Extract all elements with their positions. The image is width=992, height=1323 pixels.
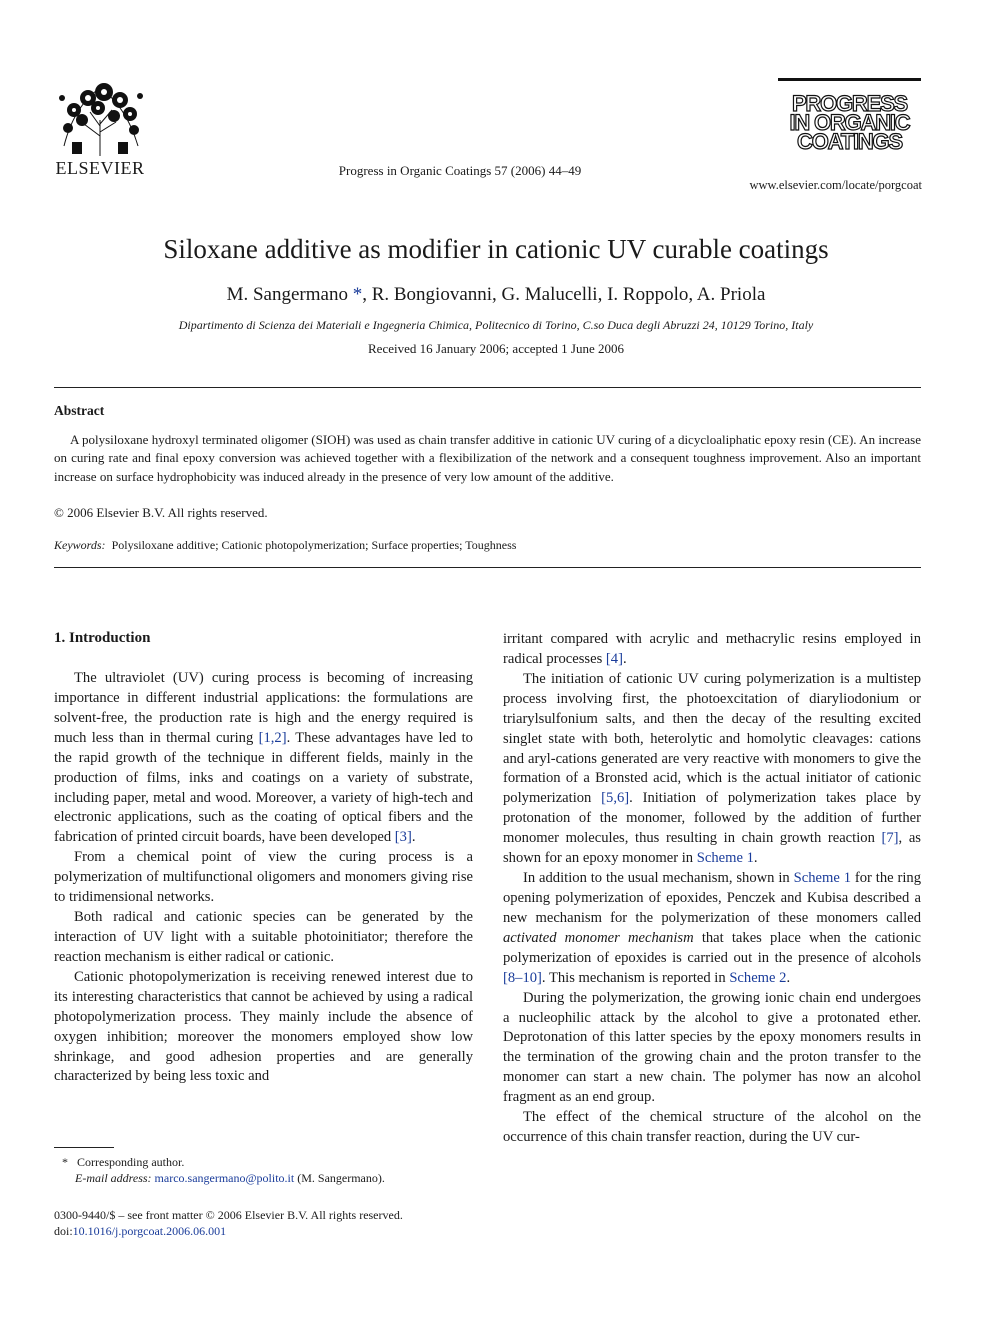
keywords [54,538,516,553]
journal-url[interactable]: www.elsevier.com/locate/porgcoat [749,178,922,192]
doi-link[interactable]: 10.1016/j.porgcoat.2006.06.001 [72,1224,227,1238]
divider [54,567,921,568]
affiliation: Dipartimento di Scienza dei Materiali e Ingegneria Chimica, Politecnico di Torino, C.so Duca degli Abruzzi 24, 10129 Torino, Italy [178,318,814,332]
author-list [40,284,952,306]
scheme-link[interactable]: Scheme 2 [729,969,787,986]
citation-link[interactable]: [4] [605,650,623,667]
keywords-list: Polysiloxane additive; Cationic photopolymerization; Surface properties; Toughness [111,538,517,552]
divider [54,387,921,388]
citation-link[interactable]: [7] [881,830,899,847]
paragraph: The initiation of cationic UV curing polymerization is a multistep process involving first, the photoexcitation of diaryliodonium or triarylsulfonium salts, and then the decay of the resulting excited singlet state with both, heterolytic and homolytic cleavages: cations and aryl-cations generated are very reactive with monomers to give the formation of a Bronsted acid, which is the actual initiator of cationic polymerization [5,6]. Initiation of polymerization takes place by protonation of the monomer, followed by the addition of further monomer molecules, thus resulting in chain growth reaction [7], as shown for an epoxy monomer in Scheme 1. [503,670,921,867]
email-link[interactable]: marco.sangermano@polito.it [154,1171,295,1185]
paragraph: The ultraviolet (UV) curing process is becoming of increasing importance in different industrial applications: the formulations are solvent-free, the production rate is high and the energy required is much less than in thermal curing [1,2]. These advantages have led to the rapid growth of the technique in different fields, mainly in the production of films, inks and coatings on a variety of substrate, including paper, metal and wood. Moreover, a variety of high-tech and electronic applications, such as the coating of optical fibers and the fabrication of printed circuit boards, have been developed [3]. [54,670,473,846]
issn-line: 0300-9440/$ – see front matter © 2006 Elsevier B.V. All rights reserved. [54,1208,403,1222]
body-column-right [503,630,921,1148]
paragraph: Cationic photopolymerization is receiving renewed interest due to its interesting characteristics that cannot be achieved by using a radical photopolymerization process. They mainly include the absence of oxygen inhibition; moreover the monomers employed show low shrinkage, and good adhesion properties and are generally characterized by being less toxic and [54,968,473,1085]
footnote-divider [54,1147,114,1148]
paragraph: Both radical and cationic species can be generated by the interaction of UV light with a suitable photoinitiator; therefore the reaction mechanism is either radical or cationic. [54,909,473,965]
journal-logo-line: COATINGS [797,129,902,154]
footnote-email: E-mail address: marco.sangermano@polito.it (M. Sangermano). [75,1171,385,1185]
abstract-text: A polysiloxane hydroxyl terminated oligomer (SIOH) was used as chain transfer additive in cationic UV curing of a dicycloaliphatic epoxy resin (CE). An increase on curing rate and final epoxy conversion was achieved together with a flexibilization of the network and a consequent toughness improvement. Also an important increase on surface hydrophobicity was induced already in the presence of very low amount of the additive. [54,432,921,484]
doi-line: doi:10.1016/j.porgcoat.2006.06.001 [54,1224,227,1238]
section-heading: 1. Introduction [54,630,151,646]
author-corresponding: M. Sangermano [226,284,348,305]
journal-reference: Progress in Organic Coatings 57 (2006) 44–49 [338,163,582,178]
paragraph: irritant compared with acrylic and methacrylic resins employed in radical processes [4]. [503,631,921,667]
footnote-corresponding: * Corresponding author. [62,1155,185,1169]
paragraph: During the polymerization, the growing ionic chain end undergoes a nucleophilic attack by the alcohol to give a protonated ether. Deprotonation of this latter species by the epoxy monomers results in the termination of the growing chain and the proton transfer to the monomer can start a new chain. The polymer has now an alcohol fragment as an end group. [503,989,921,1106]
received-dates: Received 16 January 2006; accepted 1 June 2006 [368,341,624,356]
paragraph: The effect of the chemical structure of the alcohol on the occurrence of this chain transfer reaction, during the UV cur- [503,1109,921,1146]
author-others: , R. Bongiovanni, G. Malucelli, I. Roppolo, A. Priola [362,284,766,305]
abstract-heading: Abstract [54,403,105,418]
scheme-link[interactable]: Scheme 1 [793,870,851,887]
body-column-left [54,669,473,1087]
journal-logo-text [778,91,921,154]
article-title: Siloxane additive as modifier in cationic UV curable coatings [163,234,829,264]
publisher-name: ELSEVIER [55,158,145,178]
journal-logo-line: IN ORGANIC [789,110,910,135]
scheme-link[interactable]: Scheme 1 [696,850,754,867]
paragraph: From a chemical point of view the curing process is a polymerization of multifunctional oligomers and monomers giving rise to tridimensional networks. [54,849,473,906]
journal-logo-line: PROGRESS [791,91,908,116]
abstract-copyright: © 2006 Elsevier B.V. All rights reserved. [54,505,268,520]
corresponding-author-link[interactable]: * [352,284,363,305]
keywords-label: Keywords: [54,538,106,552]
tree-logo-icon [54,76,146,158]
paragraph: In addition to the usual mechanism, shown in Scheme 1 for the ring opening polymerization of epoxides, Penczek and Kubisa described a new mechanism for the polymerization of these monomers called activated monomer mechanism that takes place when the cationic polymerization of epoxides is carried out in the presence of alcohols [8–10]. This mechanism is reported in Scheme 2. [503,870,921,986]
citation-link[interactable]: [8–10] [503,969,542,986]
citation-link[interactable]: [1,2] [258,729,287,746]
citation-link[interactable]: [3] [394,829,412,846]
citation-link[interactable]: [5,6] [601,790,630,807]
